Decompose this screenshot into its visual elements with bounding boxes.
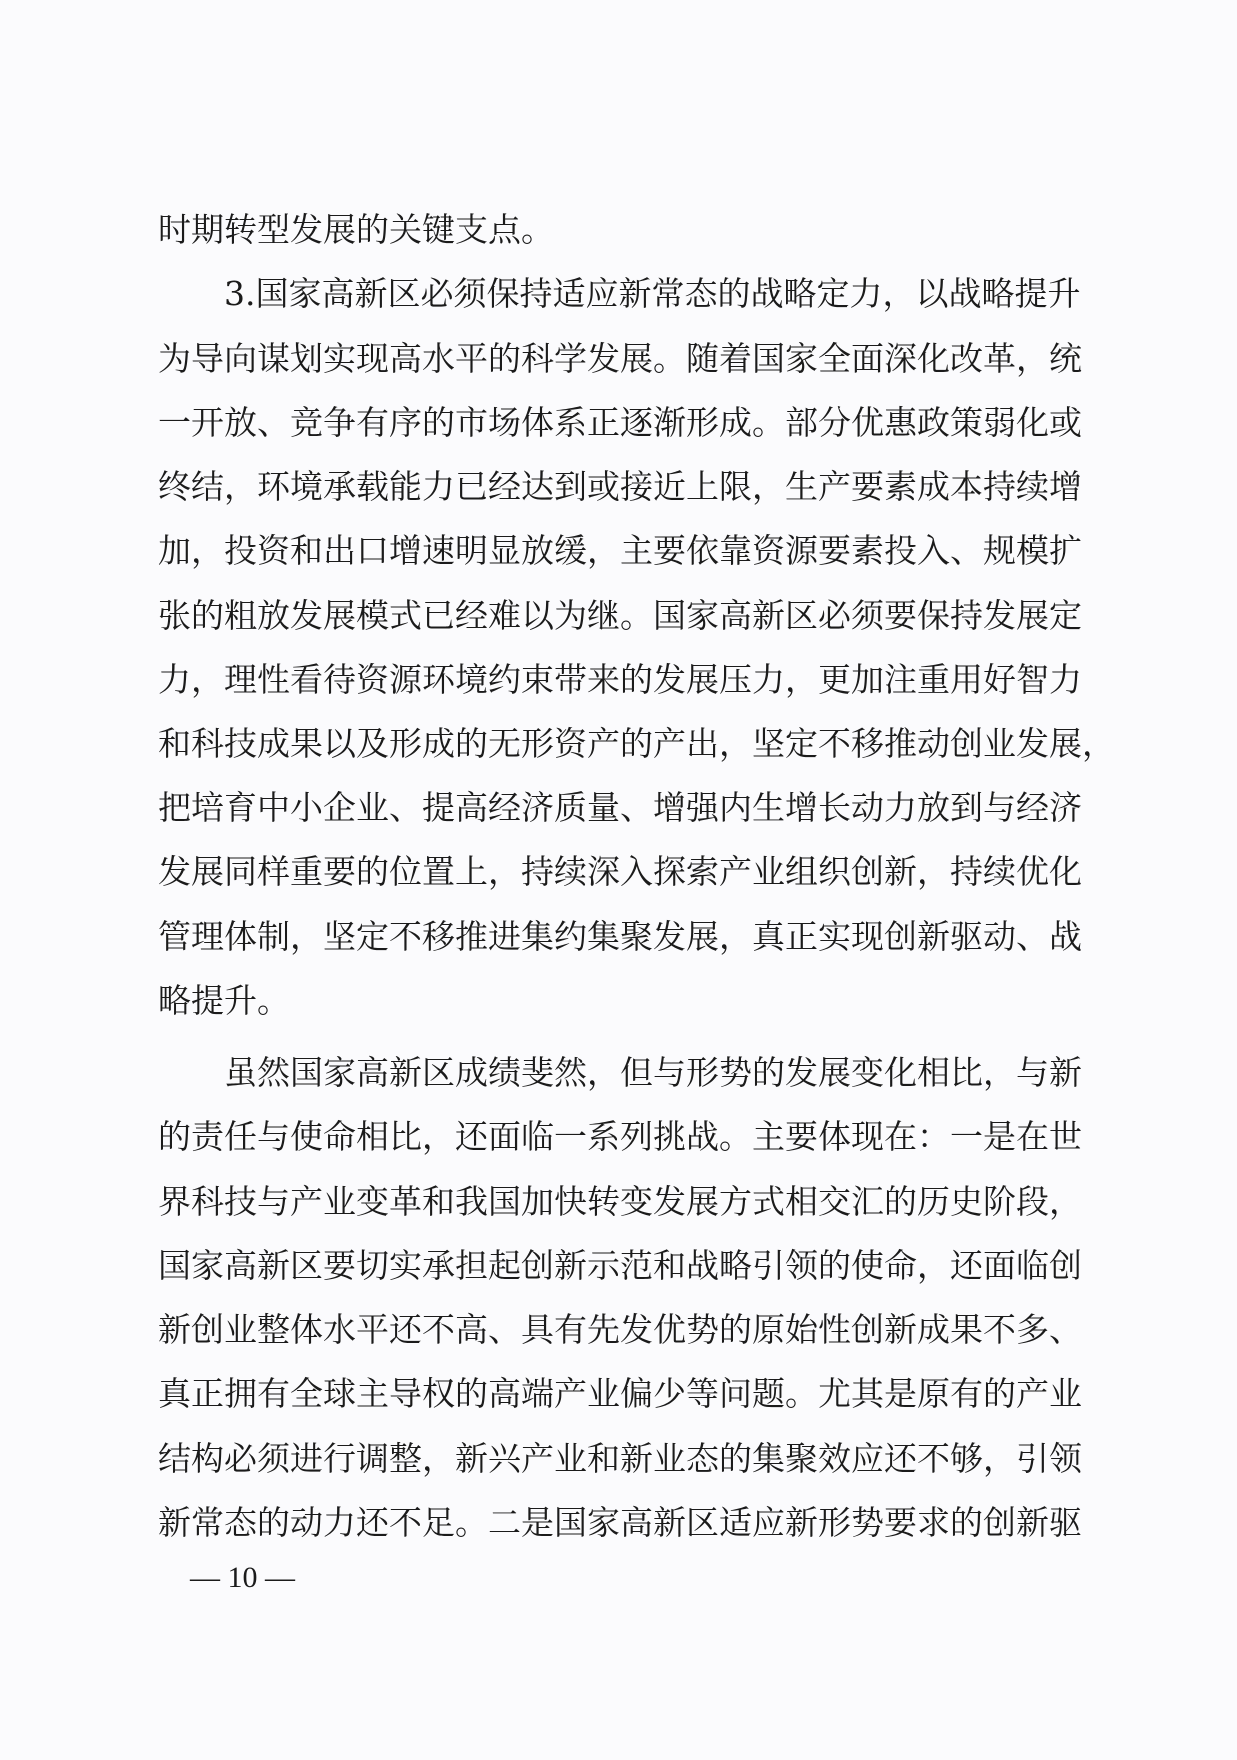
text-line-3: 为导向谋划实现高水平的科学发展。随着国家全面深化改革，统	[158, 339, 1082, 378]
text-line-16: 界科技与产业变革和我国加快转变发展方式相交汇的历史阶段，	[158, 1182, 1082, 1221]
text-line-10: 把培育中小企业、提高经济质量、增强内生增长动力放到与经济	[158, 788, 1082, 827]
text-line-13: 略提升。	[158, 981, 290, 1020]
text-line-11: 发展同样重要的位置上，持续深入探索产业组织创新，持续优化	[158, 852, 1082, 891]
text-line-7: 张的粗放发展模式已经难以为继。国家高新区必须要保持发展定	[158, 596, 1082, 635]
text-line-20: 结构必须进行调整，新兴产业和新业态的集聚效应还不够，引领	[158, 1439, 1082, 1478]
text-line-19: 真正拥有全球主导权的高端产业偏少等问题。尤其是原有的产业	[158, 1374, 1082, 1413]
page-number: — 10 —	[190, 1561, 295, 1594]
text-line-8: 力，理性看待资源环境约束带来的发展压力，更加注重用好智力	[158, 660, 1082, 699]
text-line-9: 和科技成果以及形成的无形资产的产出，坚定不移推动创业发展，	[158, 724, 1115, 763]
text-line-4: 一开放、竞争有序的市场体系正逐渐形成。部分优惠政策弱化或	[158, 403, 1082, 442]
text-line-1: 时期转型发展的关键支点。	[158, 210, 554, 249]
text-line-21: 新常态的动力还不足。二是国家高新区适应新形势要求的创新驱	[158, 1503, 1082, 1542]
text-line-17: 国家高新区要切实承担起创新示范和战略引领的使命，还面临创	[158, 1246, 1082, 1285]
text-line-6: 加，投资和出口增速明显放缓，主要依靠资源要素投入、规模扩	[158, 531, 1082, 570]
text-line-2: 3.国家高新区必须保持适应新常态的战略定力，以战略提升	[224, 274, 1081, 313]
text-line-18: 新创业整体水平还不高、具有先发优势的原始性创新成果不多、	[158, 1310, 1082, 1349]
text-line-15: 的责任与使命相比，还面临一系列挑战。主要体现在：一是在世	[158, 1117, 1082, 1156]
text-line-12: 管理体制，坚定不移推进集约集聚发展，真正实现创新驱动、战	[158, 917, 1082, 956]
text-line-14: 虽然国家高新区成绩斐然，但与形势的发展变化相比，与新	[224, 1053, 1082, 1092]
text-line-5: 终结，环境承载能力已经达到或接近上限，生产要素成本持续增	[158, 467, 1082, 506]
